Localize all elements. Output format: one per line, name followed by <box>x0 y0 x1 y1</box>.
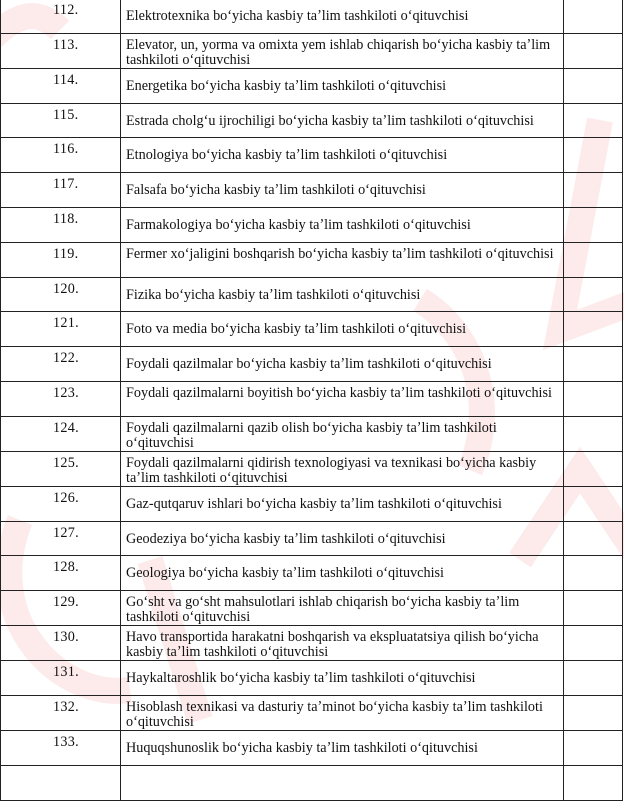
profession-title: Fizika boʻyicha kasbiy taʼlim tashkiloti oʻqituvchisi <box>126 286 421 303</box>
table-row <box>1 33 623 68</box>
row-number: 119. <box>53 245 79 262</box>
table-row <box>1 381 623 416</box>
row-number: 130. <box>53 629 80 646</box>
row-number: 124. <box>53 419 80 436</box>
row-number: 128. <box>53 559 80 576</box>
row-number-cell <box>1 626 121 661</box>
profession-title: Estrada cholgʻu ijrochiligi boʻyicha kasbiy taʼlim tashkiloti oʻqituvchisi <box>126 112 534 129</box>
row-number-cell <box>1 103 121 138</box>
profession-cell <box>121 207 564 242</box>
empty-cell <box>564 312 623 347</box>
empty-cell <box>564 486 623 521</box>
row-number-cell <box>1 138 121 173</box>
table-row <box>1 626 623 661</box>
profession-cell <box>121 765 564 800</box>
row-number-cell <box>1 381 121 416</box>
row-number-cell <box>1 416 121 451</box>
profession-title <box>121 766 563 776</box>
empty-cell <box>564 556 623 591</box>
profession-title: Gaz-qutqaruv ishlari boʻyicha kasbiy taʼlim tashkiloti oʻqituvchisi <box>126 495 502 512</box>
row-number-cell <box>1 521 121 556</box>
row-number: 127. <box>53 524 80 541</box>
profession-title: Elevator, un, yorma va omixta yem ishlab chiqarish boʻyicha kasbiy taʼlim tashkiloti oʻqituvchisi <box>126 36 551 68</box>
empty-cell <box>564 695 623 730</box>
row-number: 132. <box>53 698 80 715</box>
empty-cell <box>564 416 623 451</box>
profession-title: Foydali qazilmalarni qidirish texnologiyasi va texnikasi boʻyicha kasbiy taʼlim tashkiloti oʻqituvchisi <box>126 454 537 486</box>
table-row <box>1 695 623 730</box>
profession-cell <box>121 451 564 486</box>
empty-cell <box>564 103 623 138</box>
profession-title: Foydali qazilmalar boʻyicha kasbiy taʼlim tashkiloti oʻqituvchisi <box>126 356 492 373</box>
profession-title: Fermer xoʻjaligini boshqarish boʻyicha kasbiy taʼlim tashkiloti oʻqituvchisi <box>126 245 554 262</box>
row-number: 123. <box>53 384 80 401</box>
profession-cell <box>121 486 564 521</box>
row-number-cell <box>1 312 121 347</box>
profession-title: Foydali qazilmalarni boyitish boʻyicha kasbiy taʼlim tashkiloti oʻqituvchisi <box>126 384 552 401</box>
empty-cell <box>564 242 623 277</box>
row-number-cell <box>1 486 121 521</box>
row-number-cell <box>1 661 121 696</box>
empty-cell <box>564 591 623 626</box>
profession-title: Foto va media boʻyicha kasbiy taʼlim tashkiloti oʻqituvchisi <box>126 321 467 338</box>
row-number-cell <box>1 451 121 486</box>
row-number-cell <box>1 33 121 68</box>
table-row <box>1 591 623 626</box>
row-number-cell <box>1 207 121 242</box>
row-number-cell <box>1 556 121 591</box>
profession-cell <box>121 381 564 416</box>
profession-title: Goʻsht va goʻsht mahsulotlari ishlab chiqarish boʻyicha kasbiy taʼlim tashkiloti oʻqituvchisi <box>126 594 520 626</box>
profession-title: Hisoblash texnikasi va dasturiy taʼminot boʻyicha kasbiy taʼlim tashkiloti oʻqituvchisi <box>126 698 543 730</box>
table-row <box>1 451 623 486</box>
profession-cell <box>121 242 564 277</box>
table-row <box>1 486 623 521</box>
empty-cell <box>564 347 623 382</box>
profession-cell <box>121 521 564 556</box>
profession-title: Huquqshunoslik boʻyicha kasbiy taʼlim tashkiloti oʻqituvchisi <box>126 739 478 756</box>
profession-cell <box>121 626 564 661</box>
row-number <box>1 766 120 770</box>
profession-cell <box>121 416 564 451</box>
profession-cell <box>121 695 564 730</box>
profession-cell <box>121 0 564 33</box>
row-number-cell <box>1 242 121 277</box>
table-row <box>1 347 623 382</box>
empty-cell <box>564 138 623 173</box>
profession-title: Falsafa boʻyicha kasbiy taʼlim tashkiloti oʻqituvchisi <box>126 182 426 199</box>
row-number: 115. <box>53 106 79 123</box>
table-row <box>1 730 623 765</box>
profession-title: Farmakologiya boʻyicha kasbiy taʼlim tashkiloti oʻqituvchisi <box>126 216 471 233</box>
profession-cell <box>121 103 564 138</box>
empty-cell <box>564 521 623 556</box>
row-number-cell <box>1 765 121 800</box>
table-row <box>1 207 623 242</box>
empty-cell <box>564 0 623 33</box>
table-row <box>1 765 623 800</box>
row-number: 112. <box>53 2 79 18</box>
table-row <box>1 68 623 103</box>
profession-cell <box>121 33 564 68</box>
profession-title: Geologiya boʻyicha kasbiy taʼlim tashkiloti oʻqituvchisi <box>126 565 444 582</box>
profession-cell <box>121 591 564 626</box>
profession-title: Havo transportida harakatni boshqarish va ekspluatatsiya qilish boʻyicha kasbiy taʼlim tashkiloti oʻqituvchisi <box>126 629 539 661</box>
row-number-cell <box>1 730 121 765</box>
row-number: 122. <box>53 350 80 367</box>
table-row <box>1 521 623 556</box>
table-row <box>1 103 623 138</box>
row-number: 113. <box>53 36 79 53</box>
row-number-cell <box>1 591 121 626</box>
row-number: 131. <box>53 664 80 681</box>
table-row <box>1 277 623 312</box>
empty-cell <box>564 68 623 103</box>
row-number-cell <box>1 0 121 33</box>
row-number: 125. <box>53 454 80 471</box>
empty-cell <box>564 173 623 208</box>
row-number: 120. <box>53 280 80 297</box>
profession-table-body <box>1 0 623 800</box>
profession-cell <box>121 312 564 347</box>
table-row <box>1 312 623 347</box>
empty-cell <box>564 277 623 312</box>
row-number: 116. <box>53 141 79 158</box>
empty-cell <box>564 730 623 765</box>
empty-cell <box>564 765 623 800</box>
profession-title: Haykaltaroshlik boʻyicha kasbiy taʼlim tashkiloti oʻqituvchisi <box>126 670 476 687</box>
row-number: 121. <box>53 315 80 332</box>
row-number: 126. <box>53 489 80 506</box>
profession-cell <box>121 556 564 591</box>
profession-title: Foydali qazilmalarni qazib olish boʻyicha kasbiy taʼlim tashkiloti oʻqituvchisi <box>126 419 497 451</box>
profession-title: Energetika boʻyicha kasbiy taʼlim tashkiloti oʻqituvchisi <box>126 77 447 94</box>
profession-cell <box>121 730 564 765</box>
profession-cell <box>121 277 564 312</box>
row-number: 118. <box>53 210 79 227</box>
row-number-cell <box>1 68 121 103</box>
profession-cell <box>121 173 564 208</box>
empty-cell <box>564 661 623 696</box>
row-number-cell <box>1 277 121 312</box>
row-number-cell <box>1 347 121 382</box>
table-row <box>1 0 623 33</box>
row-number: 129. <box>53 594 80 611</box>
empty-cell <box>564 207 623 242</box>
table-row <box>1 556 623 591</box>
profession-cell <box>121 347 564 382</box>
profession-cell <box>121 661 564 696</box>
table-row <box>1 173 623 208</box>
profession-title: Geodeziya boʻyicha kasbiy taʼlim tashkiloti oʻqituvchisi <box>126 530 446 547</box>
table-row <box>1 661 623 696</box>
row-number: 114. <box>53 71 79 88</box>
table-row <box>1 242 623 277</box>
empty-cell <box>564 381 623 416</box>
row-number: 117. <box>53 176 79 193</box>
profession-cell <box>121 138 564 173</box>
table-row <box>1 416 623 451</box>
profession-cell <box>121 68 564 103</box>
row-number: 133. <box>53 733 80 750</box>
empty-cell <box>564 626 623 661</box>
row-number-cell <box>1 695 121 730</box>
profession-title: Etnologiya boʻyicha kasbiy taʼlim tashkiloti oʻqituvchisi <box>126 147 448 164</box>
empty-cell <box>564 451 623 486</box>
empty-cell <box>564 33 623 68</box>
table-row <box>1 138 623 173</box>
profession-title: Elektrotexnika boʻyicha kasbiy taʼlim tashkiloti oʻqituvchisi <box>126 8 469 24</box>
row-number-cell <box>1 173 121 208</box>
